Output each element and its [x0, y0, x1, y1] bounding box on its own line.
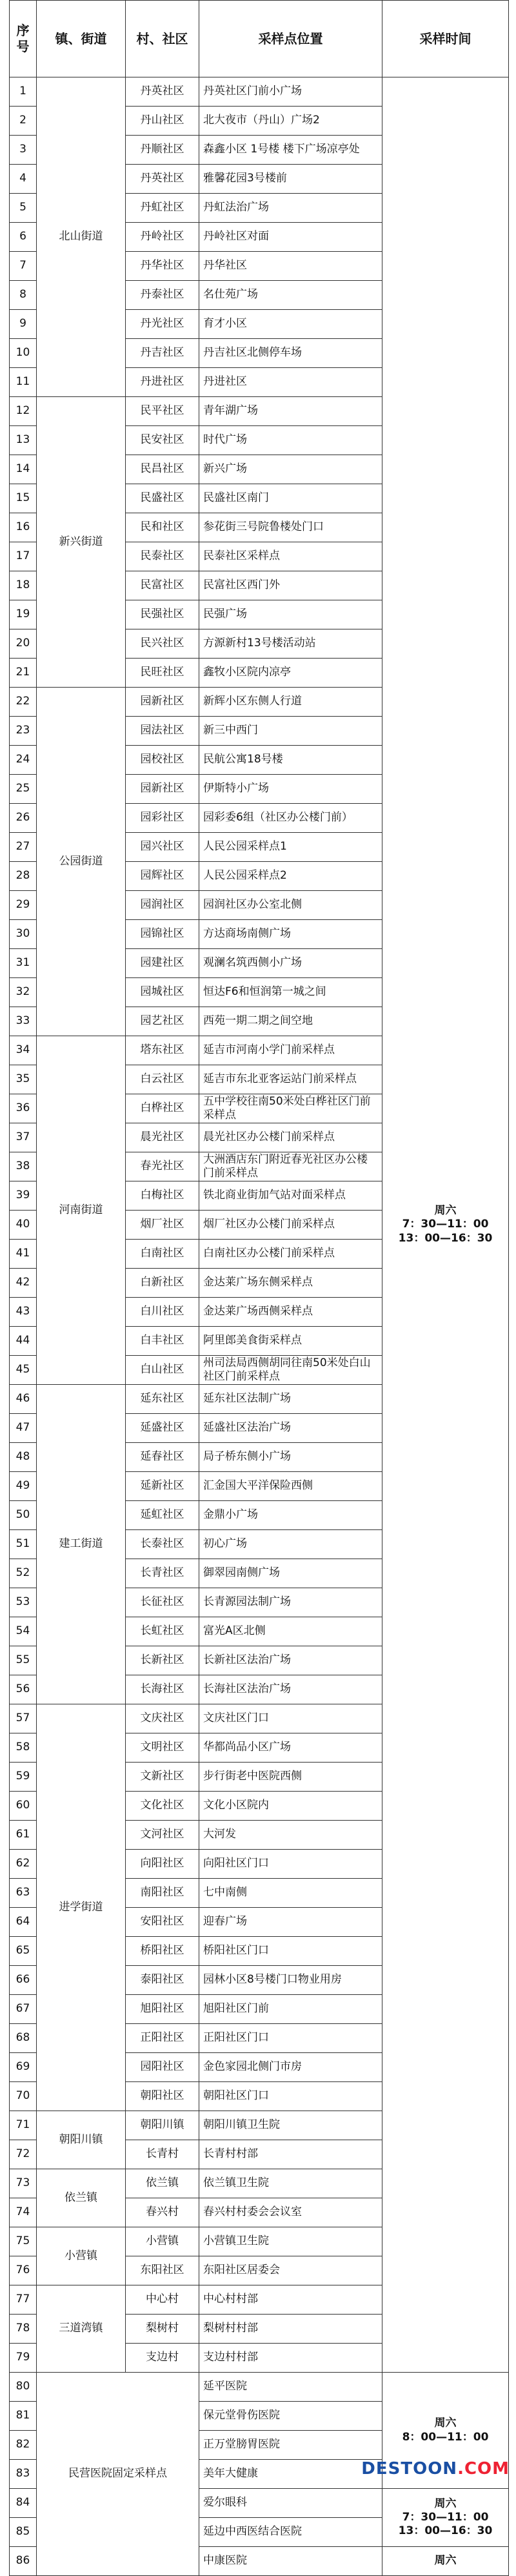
village-community-cell: 长新社区 [126, 1646, 199, 1675]
row-serial-number: 32 [10, 978, 37, 1007]
sampling-location-cell: 鑫牧小区院内凉亭 [199, 659, 382, 688]
row-serial-number: 13 [10, 426, 37, 455]
row-serial-number: 47 [10, 1414, 37, 1443]
village-community-cell: 梨树村 [126, 2315, 199, 2344]
row-serial-number: 40 [10, 1211, 37, 1240]
sampling-location-cell: 丹华社区 [199, 252, 382, 281]
header-sampling-location: 采样点位置 [199, 1, 382, 77]
row-serial-number: 52 [10, 1559, 37, 1588]
sampling-location-cell: 恒达F6和恒润第一城之间 [199, 978, 382, 1007]
sampling-location-cell: 丹岭社区对面 [199, 223, 382, 252]
row-serial-number: 5 [10, 194, 37, 223]
row-serial-number: 26 [10, 804, 37, 833]
village-community-cell: 朝阳社区 [126, 2082, 199, 2111]
sampling-location-cell: 七中南侧 [199, 1879, 382, 1908]
sampling-location-cell: 延平医院 [199, 2373, 382, 2402]
sampling-location-cell: 延吉市东北亚客运站门前采样点 [199, 1065, 382, 1094]
village-community-cell: 白川社区 [126, 1298, 199, 1327]
sampling-location-cell: 延边中西医结合医院 [199, 2518, 382, 2547]
row-serial-number: 28 [10, 862, 37, 891]
row-serial-number: 54 [10, 1617, 37, 1646]
village-community-cell: 丹进社区 [126, 368, 199, 397]
sampling-location-cell: 州司法局西侧胡同往南50米处白山社区门前采样点 [199, 1356, 382, 1385]
sampling-location-cell: 新三中西门 [199, 717, 382, 746]
row-serial-number: 14 [10, 455, 37, 484]
sampling-site-table [9, 0, 509, 2576]
row-serial-number: 45 [10, 1356, 37, 1385]
village-community-cell: 延东社区 [126, 1385, 199, 1414]
sampling-location-cell: 长青源园法制广场 [199, 1588, 382, 1617]
town-street-cell: 朝阳川镇 [37, 2111, 126, 2169]
row-serial-number: 36 [10, 1094, 37, 1123]
header-town-street: 镇、街道 [37, 1, 126, 77]
row-serial-number: 44 [10, 1327, 37, 1356]
row-serial-number: 80 [10, 2373, 37, 2402]
village-community-cell: 长泰社区 [126, 1530, 199, 1559]
sampling-location-cell: 大洲酒店东门附近春光社区办公楼门前采样点 [199, 1152, 382, 1181]
village-community-cell: 延春社区 [126, 1443, 199, 1472]
village-community-cell: 长虹社区 [126, 1617, 199, 1646]
row-serial-number: 25 [10, 775, 37, 804]
row-serial-number: 43 [10, 1298, 37, 1327]
sampling-day: 周六 [434, 1204, 457, 1218]
sampling-time-slot: 7：30—11：00 [402, 1218, 489, 1231]
sampling-location-cell: 人民公园采样点2 [199, 862, 382, 891]
village-community-cell: 春光社区 [126, 1152, 199, 1181]
village-community-cell: 旭阳社区 [126, 1995, 199, 2024]
town-street-cell: 建工街道 [37, 1385, 126, 1704]
village-community-cell: 文化社区 [126, 1792, 199, 1821]
village-community-cell: 丹顺社区 [126, 136, 199, 165]
row-serial-number: 49 [10, 1472, 37, 1501]
sampling-location-cell: 民强广场 [199, 600, 382, 629]
sampling-location-cell: 森鑫小区 1号楼 楼下广场凉亭处 [199, 136, 382, 165]
village-community-cell: 丹华社区 [126, 252, 199, 281]
sampling-location-cell: 长新社区法治广场 [199, 1646, 382, 1675]
sampling-location-cell: 桥阳社区门口 [199, 1937, 382, 1966]
sampling-location-cell: 五中学校往南50米处白桦社区门前采样点 [199, 1094, 382, 1123]
sampling-location-cell: 汇金国大平洋保险西侧 [199, 1472, 382, 1501]
sampling-location-cell: 华都尚品小区广场 [199, 1733, 382, 1763]
row-serial-number: 8 [10, 281, 37, 310]
village-community-cell: 安阳社区 [126, 1908, 199, 1937]
sampling-location-cell: 新兴广场 [199, 455, 382, 484]
sampling-location-cell: 晨光社区办公楼门前采样点 [199, 1123, 382, 1152]
village-community-cell: 民昌社区 [126, 455, 199, 484]
row-serial-number: 2 [10, 107, 37, 136]
village-community-cell: 园艺社区 [126, 1007, 199, 1036]
village-community-cell: 向阳社区 [126, 1850, 199, 1879]
row-serial-number: 34 [10, 1036, 37, 1065]
village-community-cell: 春兴村 [126, 2198, 199, 2227]
village-community-cell: 长青村 [126, 2140, 199, 2169]
sampling-location-cell: 方达商场南侧广场 [199, 920, 382, 949]
town-street-cell: 民营医院固定采样点 [37, 2373, 199, 2576]
village-community-cell: 依兰镇 [126, 2169, 199, 2198]
sampling-location-cell: 延盛社区法治广场 [199, 1414, 382, 1443]
village-community-cell: 延盛社区 [126, 1414, 199, 1443]
village-community-cell: 丹吉社区 [126, 339, 199, 368]
header-serial-number: 序号 [10, 1, 37, 77]
village-community-cell: 丹英社区 [126, 165, 199, 194]
sampling-location-cell: 铁北商业街加气站对面采样点 [199, 1181, 382, 1211]
row-serial-number: 78 [10, 2315, 37, 2344]
sampling-location-cell: 延东社区法制广场 [199, 1385, 382, 1414]
sampling-location-cell: 金色家园北侧门市房 [199, 2053, 382, 2082]
village-community-cell: 园城社区 [126, 978, 199, 1007]
row-serial-number: 37 [10, 1123, 37, 1152]
row-serial-number: 66 [10, 1966, 37, 1995]
row-serial-number: 82 [10, 2431, 37, 2460]
row-serial-number: 85 [10, 2518, 37, 2547]
row-serial-number: 23 [10, 717, 37, 746]
row-serial-number: 16 [10, 513, 37, 542]
village-community-cell: 文河社区 [126, 1821, 199, 1850]
village-community-cell: 园锦社区 [126, 920, 199, 949]
sampling-location-cell: 育才小区 [199, 310, 382, 339]
row-serial-number: 83 [10, 2460, 37, 2489]
village-community-cell: 园兴社区 [126, 833, 199, 862]
row-serial-number: 31 [10, 949, 37, 978]
village-community-cell: 塔东社区 [126, 1036, 199, 1065]
row-serial-number: 50 [10, 1501, 37, 1530]
row-serial-number: 55 [10, 1646, 37, 1675]
row-serial-number: 63 [10, 1879, 37, 1908]
village-community-cell: 支边村 [126, 2344, 199, 2373]
sampling-location-cell: 丹英社区门前小广场 [199, 77, 382, 107]
village-community-cell: 民旺社区 [126, 659, 199, 688]
sampling-location-cell: 民航公寓18号楼 [199, 746, 382, 775]
sampling-location-cell: 伊斯特小广场 [199, 775, 382, 804]
village-community-cell: 小营镇 [126, 2227, 199, 2256]
table-header-row [10, 1, 509, 77]
sampling-time-slot: 13：00—16：30 [398, 1231, 493, 1245]
town-street-cell: 河南街道 [37, 1036, 126, 1385]
village-community-cell: 民兴社区 [126, 629, 199, 659]
row-serial-number: 64 [10, 1908, 37, 1937]
row-serial-number: 69 [10, 2053, 37, 2082]
row-serial-number: 65 [10, 1937, 37, 1966]
sampling-location-cell: 小营镇卫生院 [199, 2227, 382, 2256]
row-serial-number: 10 [10, 339, 37, 368]
village-community-cell: 长青社区 [126, 1559, 199, 1588]
village-community-cell: 白新社区 [126, 1269, 199, 1298]
sampling-location-cell: 丹吉社区北侧停车场 [199, 339, 382, 368]
sampling-time-slot: 7：30—11：00 [402, 2510, 489, 2524]
row-serial-number: 39 [10, 1181, 37, 1211]
table-body [10, 77, 509, 2576]
sampling-location-cell: 园润社区办公室北侧 [199, 891, 382, 920]
sampling-location-cell: 美年大健康 [199, 2460, 382, 2489]
village-community-cell: 民安社区 [126, 426, 199, 455]
village-community-cell: 丹泰社区 [126, 281, 199, 310]
village-community-cell: 晨光社区 [126, 1123, 199, 1152]
row-serial-number: 79 [10, 2344, 37, 2373]
sampling-location-cell: 长青村村部 [199, 2140, 382, 2169]
sampling-time-slot: 8：00—11：00 [402, 2430, 489, 2444]
town-street-cell: 新兴街道 [37, 397, 126, 688]
sampling-location-cell: 保元堂骨伤医院 [199, 2402, 382, 2431]
village-community-cell: 园润社区 [126, 891, 199, 920]
row-serial-number: 12 [10, 397, 37, 426]
sampling-time-cell [382, 2489, 509, 2547]
row-serial-number: 59 [10, 1763, 37, 1792]
sampling-location-cell: 白南社区办公楼门前采样点 [199, 1240, 382, 1269]
row-serial-number: 33 [10, 1007, 37, 1036]
village-community-cell: 园法社区 [126, 717, 199, 746]
row-serial-number: 3 [10, 136, 37, 165]
row-serial-number: 6 [10, 223, 37, 252]
site-watermark-logo: DESTOON.COM [361, 2459, 510, 2479]
town-street-cell: 三道湾镇 [37, 2285, 126, 2373]
row-serial-number: 58 [10, 1733, 37, 1763]
row-serial-number: 76 [10, 2256, 37, 2285]
row-serial-number: 22 [10, 688, 37, 717]
sampling-location-cell: 爱尔眼科 [199, 2489, 382, 2518]
row-serial-number: 48 [10, 1443, 37, 1472]
row-serial-number: 41 [10, 1240, 37, 1269]
sampling-location-cell: 向阳社区门口 [199, 1850, 382, 1879]
row-serial-number: 61 [10, 1821, 37, 1850]
row-serial-number: 77 [10, 2285, 37, 2315]
sampling-location-cell: 初心广场 [199, 1530, 382, 1559]
sampling-location-cell: 烟厂社区办公楼门前采样点 [199, 1211, 382, 1240]
village-community-cell: 园新社区 [126, 688, 199, 717]
village-community-cell: 白桦社区 [126, 1094, 199, 1123]
village-community-cell: 民平社区 [126, 397, 199, 426]
sampling-location-cell: 朝阳川镇卫生院 [199, 2111, 382, 2140]
row-serial-number: 1 [10, 77, 37, 107]
sampling-location-cell: 园林小区8号楼门口物业用房 [199, 1966, 382, 1995]
village-community-cell: 丹英社区 [126, 77, 199, 107]
village-community-cell: 白云社区 [126, 1065, 199, 1094]
row-serial-number: 21 [10, 659, 37, 688]
sampling-location-cell: 园彩委6组（社区办公楼门前） [199, 804, 382, 833]
town-street-cell: 小营镇 [37, 2227, 126, 2285]
row-serial-number: 62 [10, 1850, 37, 1879]
row-serial-number: 42 [10, 1269, 37, 1298]
sampling-location-cell: 金鼎小广场 [199, 1501, 382, 1530]
sampling-location-cell: 东阳社区居委会 [199, 2256, 382, 2285]
village-community-cell: 丹岭社区 [126, 223, 199, 252]
village-community-cell: 园新社区 [126, 775, 199, 804]
row-serial-number: 11 [10, 368, 37, 397]
sampling-location-cell: 梨树村村部 [199, 2315, 382, 2344]
sampling-location-cell: 金达莱广场东侧采样点 [199, 1269, 382, 1298]
row-serial-number: 60 [10, 1792, 37, 1821]
village-community-cell: 民和社区 [126, 513, 199, 542]
sampling-location-cell: 大河发 [199, 1821, 382, 1850]
sampling-location-cell: 迎春广场 [199, 1908, 382, 1937]
village-community-cell: 白山社区 [126, 1356, 199, 1385]
sampling-location-cell: 中心村村部 [199, 2285, 382, 2315]
town-street-cell: 进学街道 [37, 1704, 126, 2111]
row-serial-number: 30 [10, 920, 37, 949]
sampling-location-cell: 时代广场 [199, 426, 382, 455]
sampling-location-cell: 步行街老中医院西侧 [199, 1763, 382, 1792]
row-serial-number: 57 [10, 1704, 37, 1733]
sampling-location-cell: 延吉市河南小学门前采样点 [199, 1036, 382, 1065]
header-village-community: 村、社区 [126, 1, 199, 77]
sampling-location-cell: 御翠园南侧广场 [199, 1559, 382, 1588]
village-community-cell: 南阳社区 [126, 1879, 199, 1908]
sampling-time-cell [382, 77, 509, 2373]
sampling-location-cell: 方源新村13号楼活动站 [199, 629, 382, 659]
village-community-cell: 园校社区 [126, 746, 199, 775]
village-community-cell: 丹光社区 [126, 310, 199, 339]
village-community-cell: 园阳社区 [126, 2053, 199, 2082]
sampling-location-cell: 人民公园采样点1 [199, 833, 382, 862]
village-community-cell: 中心村 [126, 2285, 199, 2315]
sampling-day: 周六 [434, 2497, 457, 2510]
row-serial-number: 46 [10, 1385, 37, 1414]
header-sampling-time: 采样时间 [382, 1, 509, 77]
village-community-cell: 园辉社区 [126, 862, 199, 891]
village-community-cell: 民强社区 [126, 600, 199, 629]
row-serial-number: 27 [10, 833, 37, 862]
sampling-location-cell: 阿里郎美食街采样点 [199, 1327, 382, 1356]
row-serial-number: 70 [10, 2082, 37, 2111]
village-community-cell: 延虹社区 [126, 1501, 199, 1530]
town-street-cell: 公园街道 [37, 688, 126, 1036]
row-serial-number: 19 [10, 600, 37, 629]
sampling-location-cell: 民泰社区采样点 [199, 542, 382, 571]
town-street-cell: 依兰镇 [37, 2169, 126, 2227]
village-community-cell: 园建社区 [126, 949, 199, 978]
sampling-time-cell [382, 2547, 509, 2576]
row-serial-number: 29 [10, 891, 37, 920]
sampling-location-cell: 朝阳社区门口 [199, 2082, 382, 2111]
village-community-cell: 桥阳社区 [126, 1937, 199, 1966]
sampling-location-cell: 观澜名筑西侧小广场 [199, 949, 382, 978]
village-community-cell: 延新社区 [126, 1472, 199, 1501]
row-serial-number: 24 [10, 746, 37, 775]
row-serial-number: 72 [10, 2140, 37, 2169]
village-community-cell: 白南社区 [126, 1240, 199, 1269]
sampling-location-cell: 丹进社区 [199, 368, 382, 397]
row-serial-number: 67 [10, 1995, 37, 2024]
row-serial-number: 20 [10, 629, 37, 659]
row-serial-number: 35 [10, 1065, 37, 1094]
table-row [10, 77, 509, 107]
sampling-location-cell: 北大夜市（丹山）广场2 [199, 107, 382, 136]
sampling-location-cell: 春兴村村委会会议室 [199, 2198, 382, 2227]
row-serial-number: 53 [10, 1588, 37, 1617]
village-community-cell: 长征社区 [126, 1588, 199, 1617]
village-community-cell: 东阳社区 [126, 2256, 199, 2285]
sampling-location-cell: 旭阳社区门前 [199, 1995, 382, 2024]
row-serial-number: 7 [10, 252, 37, 281]
row-serial-number: 71 [10, 2111, 37, 2140]
sampling-location-cell: 长海社区法治广场 [199, 1675, 382, 1704]
row-serial-number: 9 [10, 310, 37, 339]
row-serial-number: 74 [10, 2198, 37, 2227]
sampling-location-cell: 参花街三号院鲁楼处门口 [199, 513, 382, 542]
row-serial-number: 51 [10, 1530, 37, 1559]
sampling-day: 周六 [434, 2417, 457, 2430]
row-serial-number: 17 [10, 542, 37, 571]
table-row [10, 2373, 509, 2402]
sampling-day: 周六 [434, 2554, 457, 2568]
village-community-cell: 白梅社区 [126, 1181, 199, 1211]
sampling-location-cell: 名仕苑广场 [199, 281, 382, 310]
row-serial-number: 15 [10, 484, 37, 513]
sampling-location-cell: 民富社区西门外 [199, 571, 382, 600]
village-community-cell: 文庆社区 [126, 1704, 199, 1733]
sampling-location-cell: 文化小区院内 [199, 1792, 382, 1821]
sampling-location-cell: 富光A区北侧 [199, 1617, 382, 1646]
village-community-cell: 烟厂社区 [126, 1211, 199, 1240]
village-community-cell: 民泰社区 [126, 542, 199, 571]
sampling-location-cell: 金达莱广场西侧采样点 [199, 1298, 382, 1327]
village-community-cell: 园彩社区 [126, 804, 199, 833]
row-serial-number: 86 [10, 2547, 37, 2576]
sampling-location-cell: 局子桥东侧小广场 [199, 1443, 382, 1472]
sampling-location-cell: 文庆社区门口 [199, 1704, 382, 1733]
sampling-location-cell: 西苑一期二期之间空地 [199, 1007, 382, 1036]
village-community-cell: 民富社区 [126, 571, 199, 600]
row-serial-number: 38 [10, 1152, 37, 1181]
row-serial-number: 81 [10, 2402, 37, 2431]
village-community-cell: 泰阳社区 [126, 1966, 199, 1995]
sampling-location-cell: 青年湖广场 [199, 397, 382, 426]
row-serial-number: 75 [10, 2227, 37, 2256]
village-community-cell: 民盛社区 [126, 484, 199, 513]
village-community-cell: 白丰社区 [126, 1327, 199, 1356]
row-serial-number: 73 [10, 2169, 37, 2198]
row-serial-number: 4 [10, 165, 37, 194]
sampling-time-slot: 13：00—16：30 [398, 2524, 493, 2538]
village-community-cell: 文明社区 [126, 1733, 199, 1763]
town-street-cell: 北山街道 [37, 77, 126, 397]
sampling-location-cell: 丹虹法治广场 [199, 194, 382, 223]
sampling-location-cell: 新辉小区东侧人行道 [199, 688, 382, 717]
row-serial-number: 56 [10, 1675, 37, 1704]
sampling-location-cell: 正阳社区门口 [199, 2024, 382, 2053]
village-community-cell: 正阳社区 [126, 2024, 199, 2053]
sampling-location-cell: 正万堂膀胃医院 [199, 2431, 382, 2460]
village-community-cell: 丹山社区 [126, 107, 199, 136]
sampling-location-cell: 依兰镇卫生院 [199, 2169, 382, 2198]
village-community-cell: 丹虹社区 [126, 194, 199, 223]
row-serial-number: 84 [10, 2489, 37, 2518]
village-community-cell: 长海社区 [126, 1675, 199, 1704]
sampling-location-cell: 支边村村部 [199, 2344, 382, 2373]
sampling-location-cell: 民盛社区南门 [199, 484, 382, 513]
row-serial-number: 18 [10, 571, 37, 600]
village-community-cell: 朝阳川镇 [126, 2111, 199, 2140]
row-serial-number: 68 [10, 2024, 37, 2053]
sampling-location-cell: 中康医院 [199, 2547, 382, 2576]
sampling-location-cell: 雅馨花园3号楼前 [199, 165, 382, 194]
village-community-cell: 文新社区 [126, 1763, 199, 1792]
